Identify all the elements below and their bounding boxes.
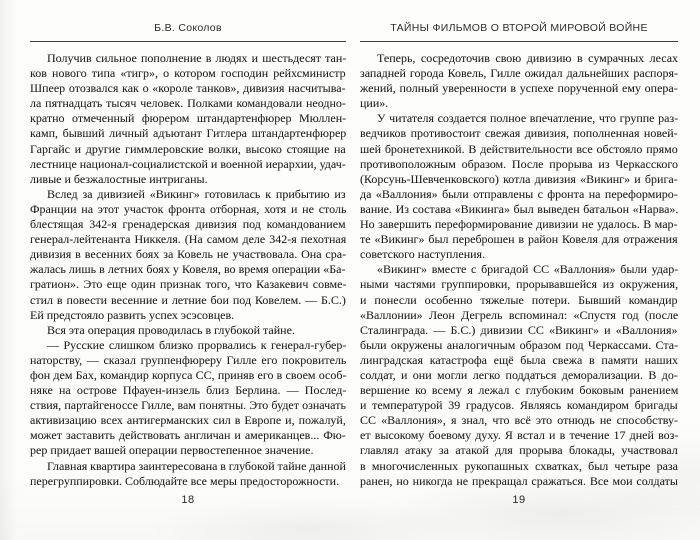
text-line: гратион». Это еще один признак того, что Казакевич совме- xyxy=(30,277,347,292)
page-body xyxy=(30,51,346,489)
page-left xyxy=(30,22,346,506)
text-line: и температурой 39 градусов. Являясь командиром бригады xyxy=(360,398,678,413)
text-line: Гаргайс и другие гиммлеровские волки, высоко стоящие на xyxy=(30,141,346,156)
text-line: советского наступления. xyxy=(360,247,486,262)
text-line: жений, полный уверенности в успехе порученной ему опера- xyxy=(360,81,678,96)
text-line: шей бронетехникой. В действительности все обстояло прямо xyxy=(360,141,678,156)
text-line: ливые и безжалостные интриганы. xyxy=(30,171,208,186)
page-number: 19 xyxy=(512,493,526,506)
page-number: 18 xyxy=(181,493,195,506)
running-head-title: ТАЙНЫ ФИЛЬМОВ О ВТОРОЙ МИРОВОЙ ВОЙНЕ xyxy=(390,22,648,34)
text-line: Шпеер отозвался как о «короле танков», дивизия насчитыва- xyxy=(30,81,346,96)
text-line: и понесли особенно тяжелые потери. Бывший командир xyxy=(360,292,678,307)
text-line: может заставить действовать англичан и американцев... Фю- xyxy=(30,428,346,443)
text-line: — Русские слишком близко прорвались к генерал-губер- xyxy=(47,337,347,352)
text-line: ранен, но никогда не прекращал сражаться. Все мои солдаты xyxy=(360,473,678,488)
text-line: вершение ко всему я лежал с глубоким боковым ранением xyxy=(360,383,679,398)
text-line: Но завершить переформирование дивизии не удалось. В мар- xyxy=(360,217,678,232)
text-line: западней города Ковель, Гилле ожидал дальнейших распоря- xyxy=(360,66,678,81)
text-line: активизацию всех антигерманских сил в Европе и, пожалуй, xyxy=(30,413,346,428)
text-line: У читателя создается полное впечатление, что группе раз- xyxy=(377,111,679,126)
running-head-author: Б.В. Соколов xyxy=(154,22,222,34)
text-line: дивизия в весенних боях за Ковель не участвовала. Она сра- xyxy=(30,247,347,262)
text-line: ции». xyxy=(360,96,389,111)
text-line: рер придает вашей операции первостепенное значение. xyxy=(30,443,314,458)
text-line: жалась лишь в летних боях у Ковеля, во время операции «Ба- xyxy=(30,262,346,277)
header-rule xyxy=(360,41,678,42)
text-line: Вся эта операция проводилась в глубокой тайне. xyxy=(47,322,295,337)
text-line: ет высокому боевому духу. Я встал и в течение 17 дней воз- xyxy=(360,428,679,443)
text-line: «Викинг» вместе с бригадой СС «Валлония» были удар- xyxy=(377,262,679,277)
text-line: камп, бывший личный адъютант Гитлера штандартенфюрер xyxy=(30,126,347,141)
text-line: ными частями группировки, прорывавшейся из окружения, xyxy=(360,277,679,292)
page-right xyxy=(360,22,678,506)
text-line: генерал-лейтенанта Никкеля. (На самом деле 342-я пехотная xyxy=(30,232,347,247)
text-line: Получив сильное пополнение в людях и шестьдесят тан- xyxy=(47,51,347,65)
text-line: противоположным образом. После прорыва из Черкасского xyxy=(360,156,678,171)
text-line: СС «Валлония», я знал, что всё это отнюдь не способству- xyxy=(360,413,678,428)
text-line: солдат, и они могли легко поддаться деморализации. В до- xyxy=(360,367,678,382)
text-line: ствия, партайгеноссе Гилле, вам понятны. Это будет означать xyxy=(30,398,346,413)
text-line: вание. Из состава «Викинга» был выведен батальон «Нарва». xyxy=(360,201,679,216)
text-line: ла пятнадцать тысяч человек. Полками командовали неодно- xyxy=(30,96,346,111)
text-line: Главная квартира заинтересована в глубокой тайне данной xyxy=(47,458,346,473)
text-line: те «Викинг» был переброшен в район Ковеля для отражения xyxy=(360,232,678,247)
text-line: стил в повести весенние и летние бои под Ковелем. — Б.С.) xyxy=(30,292,346,307)
text-line: ков нового типа «тигр», о котором господин рейхсминистр xyxy=(30,66,346,81)
text-line: лестнице национал-социалистской и военной иерархии, удач- xyxy=(30,156,346,171)
text-line: да «Валлония» были отправлены с фронта на переформиро- xyxy=(360,186,678,201)
text-line: перегруппировки. Соблюдайте все меры предосторожности. xyxy=(30,473,340,488)
text-line: главлял атаку за атакой для прорыва блокады, участвовал xyxy=(360,443,678,458)
text-line: фон дем Бах, командир корпуса СС, приняв его в своем особ- xyxy=(30,367,347,382)
text-line: «Валлонии» Леон Дегрель вспоминал: «Спустя год (после xyxy=(360,307,679,322)
text-line: в многочисленных рукопашных схватках, был четыре раза xyxy=(360,458,678,473)
text-line: Ей предстояло развить успех эсэсовцев. xyxy=(30,307,235,322)
text-line: Сталинграда. — Б.С.) дивизии СС «Викинг» и «Валлония» xyxy=(360,322,678,337)
text-line: кратно отмеченный фюрером штандартенфюрер Мюллен- xyxy=(30,111,347,126)
text-line: линградская катастрофа ещё была свежа в памяти наших xyxy=(360,352,679,367)
text-line: были окружены аналогичным образом под Черкассами. Ста- xyxy=(360,337,679,352)
text-line: блестящая 342-я гренадерская дивизия под командованием xyxy=(30,217,346,232)
text-line: Франции на этот участок фронта отборная, хотя и не столь xyxy=(30,201,347,216)
text-line: няке на острове Пфауен-инзель близ Берлина. — Послед- xyxy=(30,383,347,398)
text-line: ведчиков противостоит свежая дивизия, пополненная новей- xyxy=(360,126,678,141)
header-rule xyxy=(30,41,346,42)
text-line: (Корсунь-Шевченковского) котла дивизия «Викинг» и брига- xyxy=(360,171,678,186)
text-line: Вслед за дивизией «Викинг» готовилась к прибытию из xyxy=(47,186,346,201)
text-line: наторству, — сказал группенфюреру Гилле его покровитель xyxy=(30,352,347,367)
text-line: Теперь, сосредоточив свою дивизию в сумрачных лесах xyxy=(377,51,679,65)
page-body xyxy=(360,51,678,489)
